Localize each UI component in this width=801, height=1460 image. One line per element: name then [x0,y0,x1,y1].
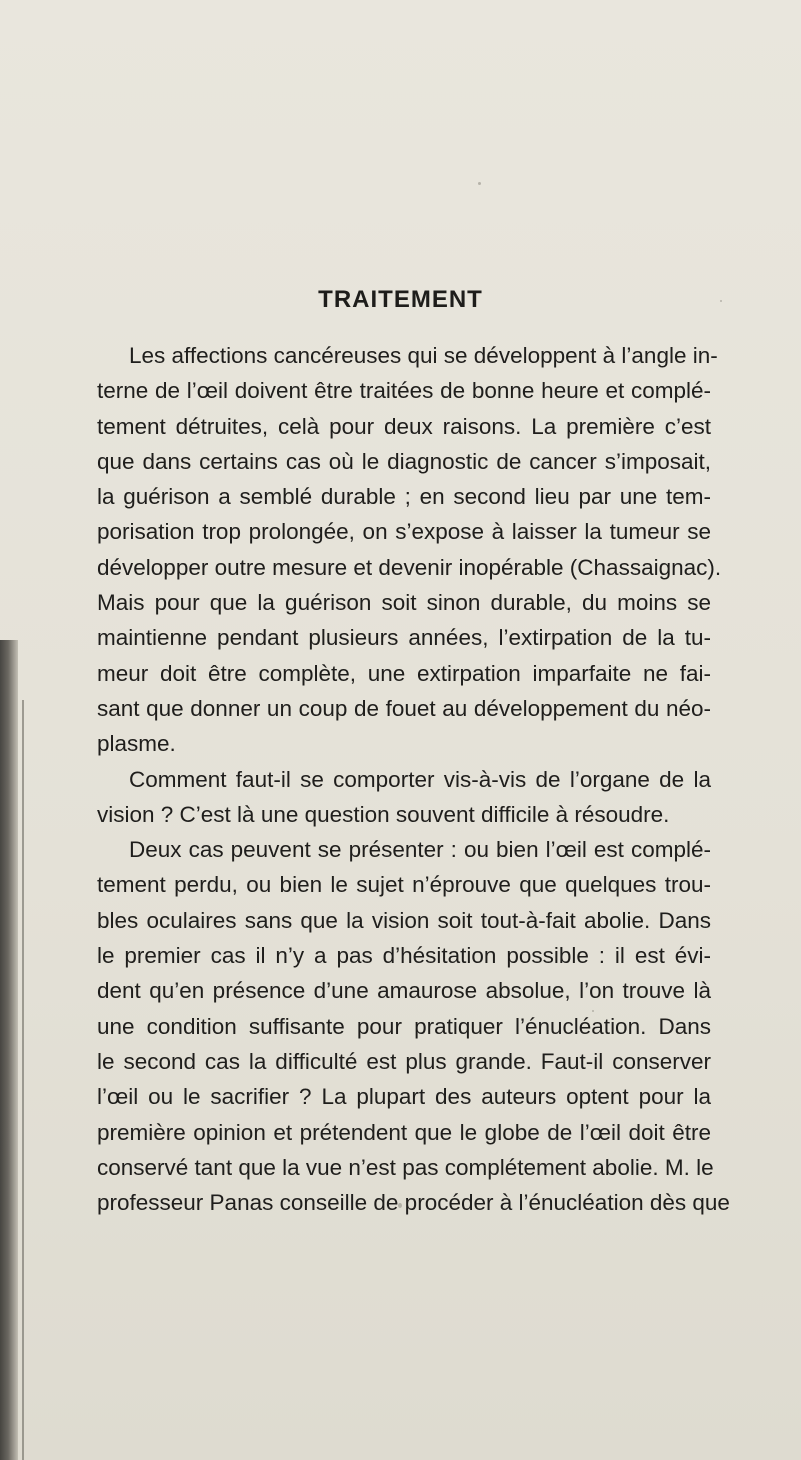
text-line: le second cas la difficulté est plus grande. Faut-il conserver [97,1048,711,1074]
text-line: Mais pour que la guérison soit sinon durable, du moins se [97,590,711,616]
text-line: terne de l’œil doivent être traitées de bonne heure et complé- [97,378,711,404]
page-binding-line [22,700,24,1460]
text-line: Deux cas peuvent se présenter : ou bien l’œil est complé- [129,837,711,863]
page-binding-shadow [0,640,18,1460]
text-line: une condition suffisante pour pratiquer l’énucléation. Dans [97,1013,711,1039]
text-line: porisation trop prolongée, on s’expose à laisser la tumeur se [97,519,711,545]
text-line: le premier cas il n’y a pas d’hésitation possible : il est évi- [97,943,711,969]
text-line: professeur Panas conseille de procéder à l’énucléation dès que [97,1190,730,1216]
text-line: plasme. [97,731,176,757]
text-line: maintienne pendant plusieurs années, l’extirpation de la tu- [97,625,711,651]
text-line: tement détruites, celà pour deux raisons. La première c’est [97,413,711,439]
text-line: conservé tant que la vue n’est pas complétement abolie. M. le [97,1154,714,1180]
text-line: Comment faut-il se comporter vis-à-vis de l’organe de la [129,766,711,792]
body-text [97,338,730,1220]
section-heading: TRAITEMENT [318,286,483,313]
text-line: Les affections cancéreuses qui se développent à l’angle in- [129,343,718,368]
text-line: bles oculaires sans que la vision soit tout-à-fait abolie. Dans [97,907,711,933]
paper-speck [478,182,481,185]
text-line: que dans certains cas où le diagnostic de cancer s’imposait, [97,448,711,474]
text-line: sant que donner un coup de fouet au développement du néo- [97,695,711,721]
text-line: développer outre mesure et devenir inopérable (Chassaignac). [97,554,722,580]
text-line: dent qu’en présence d’une amaurose absolue, l’on trouve là [97,978,711,1004]
text-line: l’œil ou le sacrifier ? La plupart des auteurs optent pour la [97,1084,711,1110]
text-line: vision ? C’est là une question souvent difficile à résoudre. [97,801,670,827]
text-line: la guérison a semblé durable ; en second lieu par une tem- [97,484,711,510]
text-line: première opinion et prétendent que le globe de l’œil doit être [97,1119,711,1145]
text-line: meur doit être complète, une extirpation imparfaite ne fai- [97,660,711,686]
text-line: tement perdu, ou bien le sujet n’éprouve que quelques trou- [97,872,711,898]
